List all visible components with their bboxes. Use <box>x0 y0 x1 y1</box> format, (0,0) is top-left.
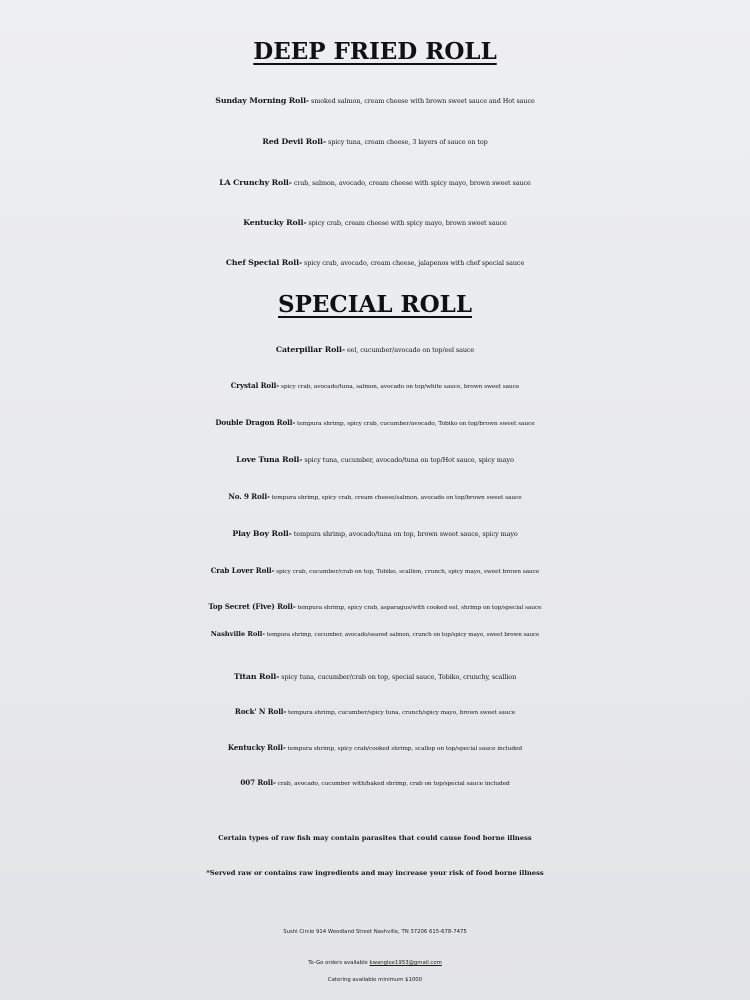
menu-item <box>0 447 750 466</box>
togo-line <box>0 953 750 967</box>
item-description: spicy crab, avocado, cream cheese, jalapenos with chef special sauce <box>302 259 525 267</box>
item-description: spicy crab, cucumber/crab on top, Tobiko, scallion, crunch, spicy mayo, sweet brown sauce <box>274 569 540 575</box>
item-description: spicy tuna, cucumber/crab on top, special sauce, Tobiko, crunchy, scallion <box>279 673 517 681</box>
raw-ingredients-notice: *Served raw or contains raw ingredients and may increase your risk of food borne illness <box>206 869 544 877</box>
menu-item <box>0 594 750 613</box>
email-link[interactable]: kwanglee1953@gmail.com <box>369 960 442 966</box>
item-name: Sunday Morning Roll- <box>215 96 310 105</box>
menu-item <box>0 210 750 229</box>
item-name: Crab Lover Roll- <box>210 566 275 575</box>
menu-item <box>0 484 750 503</box>
menu-item <box>0 770 750 789</box>
item-description: smoked salmon, cream cheese with brown sweet sauce and Hot sauce <box>309 97 535 105</box>
item-description: eel, cucumber/avocado on top/eel sauce <box>345 346 475 354</box>
menu-item <box>0 630 750 638</box>
item-name: Play Boy Roll- <box>232 529 292 538</box>
item-description: spicy tuna, cream cheese, 3 layers of sauce on top <box>326 138 488 146</box>
special-heading: SPECIAL ROLL <box>277 291 473 318</box>
menu-item <box>0 735 750 754</box>
menu-item <box>0 170 750 189</box>
deep-fried-heading: DEEP FRIED ROLL <box>253 38 497 65</box>
menu-item <box>0 410 750 429</box>
item-description: spicy tuna, cucumber, avocado/tuna on top/Hot sauce, spicy mayo <box>302 456 514 464</box>
item-description: spicy crab, cream cheese with spicy mayo, brown sweet sauce <box>306 219 507 227</box>
menu-item <box>0 664 750 683</box>
catering-line: Catering available minimum $1000 <box>327 977 423 983</box>
item-name: Crystal Roll- <box>230 381 280 390</box>
item-name: Double Dragon Roll- <box>215 418 296 427</box>
restaurant-address: Sushi Circle 914 Woodland Street Nashville, TN 37206 615-678-7475 <box>283 929 467 935</box>
item-description: tempura shrimp, spicy crab, cucumber/avocado, Tobiko on top/brown sweet sauce <box>295 421 535 427</box>
item-name: LA Crunchy Roll- <box>219 178 292 187</box>
item-name: Top Secret (Five) Roll- <box>208 602 296 611</box>
item-name: Rock' N Roll- <box>234 707 287 716</box>
item-description: tempura shrimp, cucumber, avocado/seared salmon, crunch on top/spicy mayo, sweet brown sauce <box>264 632 540 638</box>
item-name: Love Tuna Roll- <box>236 455 303 464</box>
item-description: tempura shrimp, spicy crab/cooked shrimp, scallop on top/special sauce included <box>285 746 523 752</box>
item-description: spicy crab, avocado/tuna, salmon, avocado on top/white sauce, brown sweet sauce <box>279 384 520 390</box>
item-description: tempura shrimp, spicy crab, cream cheese/salmon, avocado on top/brown sweet sauce <box>269 495 522 501</box>
menu-item <box>0 373 750 392</box>
menu-item <box>0 250 750 269</box>
item-description: tempura shrimp, spicy crab, asparagus/with cooked eel, shrimp on top/special sauce <box>295 605 542 611</box>
item-description: tempura shrimp, avocado/tuna on top, brown sweet sauce, spicy mayo <box>291 530 518 538</box>
item-name: 007 Roll- <box>240 778 276 787</box>
item-name: Kentucky Roll- <box>227 743 286 752</box>
menu-item <box>0 699 750 718</box>
menu-item <box>0 129 750 148</box>
item-name: No. 9 Roll- <box>228 492 270 501</box>
menu-item <box>0 337 750 356</box>
item-name: Nashville Roll- <box>210 630 265 638</box>
menu-item <box>0 521 750 540</box>
togo-label: To-Go orders available <box>308 960 370 966</box>
item-name: Red Devil Roll- <box>262 137 327 146</box>
raw-fish-notice: Certain types of raw fish may contain parasites that could cause food borne illness <box>218 834 532 842</box>
menu-item <box>0 88 750 107</box>
menu-item <box>0 558 750 577</box>
item-name: Chef Special Roll- <box>225 258 303 267</box>
item-name: Titan Roll- <box>233 672 280 681</box>
item-description: tempura shrimp, cucumber/spicy tuna, crunch/spicy mayo, brown sweet sauce <box>286 710 516 716</box>
item-name: Kentucky Roll- <box>243 218 307 227</box>
item-description: crab, avocado, cucumber with/baked shrimp, crab on top/special sauce included <box>275 781 510 787</box>
item-description: crab, salmon, avocado, cream cheese with spicy mayo, brown sweet sauce <box>291 179 531 187</box>
item-name: Caterpillar Roll- <box>275 345 346 354</box>
